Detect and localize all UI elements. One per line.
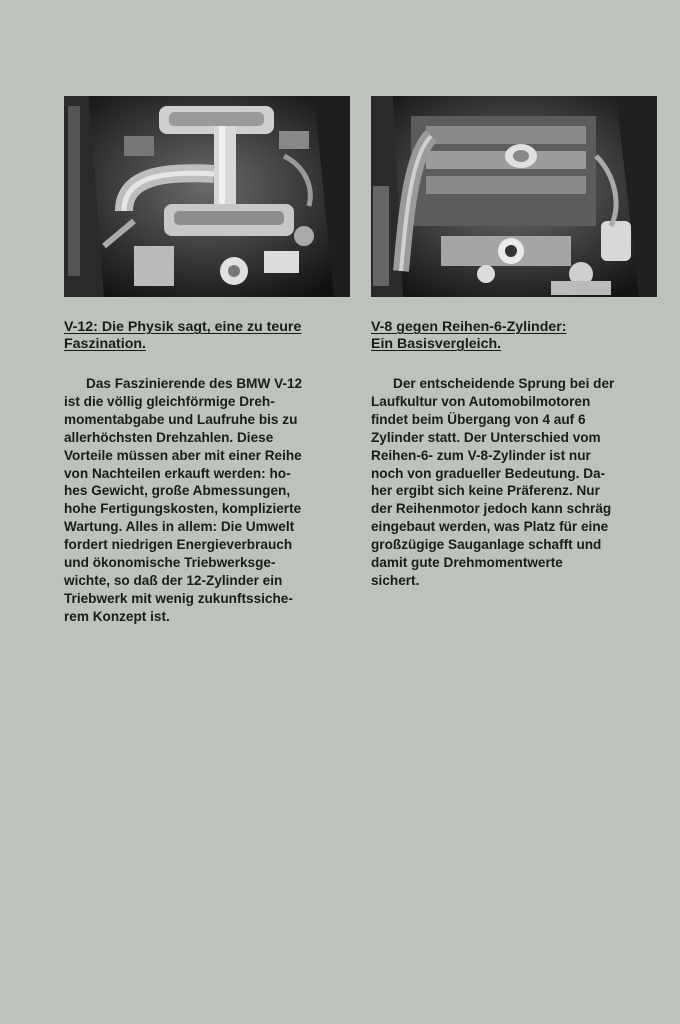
- left-body-line: hohe Fertigungskosten, komplizierte: [64, 501, 302, 517]
- left-body-line: ist die völlig gleichförmige Dreh-: [64, 393, 275, 409]
- left-heading-line: Faszination.: [64, 336, 146, 352]
- left-body-line: Vorteile müssen aber mit einer Reihe: [64, 447, 302, 463]
- left-body-line: wichte, so daß der 12-Zylinder ein: [64, 572, 283, 588]
- left-body-line: Triebwerk mit wenig zukunftssiche-: [64, 590, 293, 606]
- right-body: [371, 375, 657, 590]
- left-body-line: Das Faszinierende des BMW V-12: [86, 376, 303, 391]
- right-body-line: Laufkultur von Automobilmotoren: [371, 393, 591, 409]
- right-body-line: damit gute Drehmomentwerte: [371, 555, 563, 571]
- left-body-line: fordert niedrigen Energieverbrauch: [64, 537, 293, 553]
- right-body-line: eingebaut werden, was Platz für eine: [371, 519, 609, 535]
- right-body-line: her ergibt sich keine Präferenz. Nur: [371, 483, 600, 499]
- left-body-line: und ökonomische Triebwerksge-: [64, 555, 276, 571]
- right-heading-line: Ein Basisvergleich.: [371, 336, 502, 352]
- left-column: [64, 96, 350, 626]
- left-body-line: Wartung. Alles in allem: Die Umwelt: [64, 519, 295, 535]
- right-body-line: findet beim Übergang von 4 auf 6: [371, 411, 586, 427]
- right-body-line: Zylinder statt. Der Unterschied vom: [371, 429, 601, 445]
- v12-engine-bay-photo-icon: [64, 96, 350, 297]
- left-heading-line: V-12: Die Physik sagt, eine zu teure: [64, 319, 302, 335]
- right-column: [371, 96, 657, 590]
- v8-engine-bay-photo-icon: [371, 96, 657, 297]
- right-body-line: der Reihenmotor jedoch kann schräg: [371, 501, 612, 517]
- left-heading: [64, 319, 350, 353]
- left-body-line: hes Gewicht, große Abmessungen,: [64, 483, 291, 499]
- left-body-line: rem Konzept ist.: [64, 608, 170, 624]
- v8-engine-photo: [371, 96, 657, 297]
- left-body: [64, 375, 350, 626]
- right-body-line: Der entscheidende Sprung bei der: [393, 376, 615, 391]
- right-body-line: Reihen-6- zum V-8-Zylinder ist nur: [371, 447, 591, 463]
- left-body-line: von Nachteilen erkauft werden: ho-: [64, 465, 291, 481]
- right-body-line: großzügige Sauganlage schafft und: [371, 537, 602, 553]
- right-heading: [371, 319, 657, 353]
- left-body-line: momentabgabe und Laufruhe bis zu: [64, 411, 298, 427]
- right-heading-line: V-8 gegen Reihen-6-Zylinder:: [371, 319, 567, 335]
- right-body-line: noch von gradueller Bedeutung. Da-: [371, 465, 606, 481]
- v12-engine-photo: [64, 96, 350, 297]
- right-body-line: sichert.: [371, 572, 420, 588]
- left-body-line: allerhöchsten Drehzahlen. Diese: [64, 429, 274, 445]
